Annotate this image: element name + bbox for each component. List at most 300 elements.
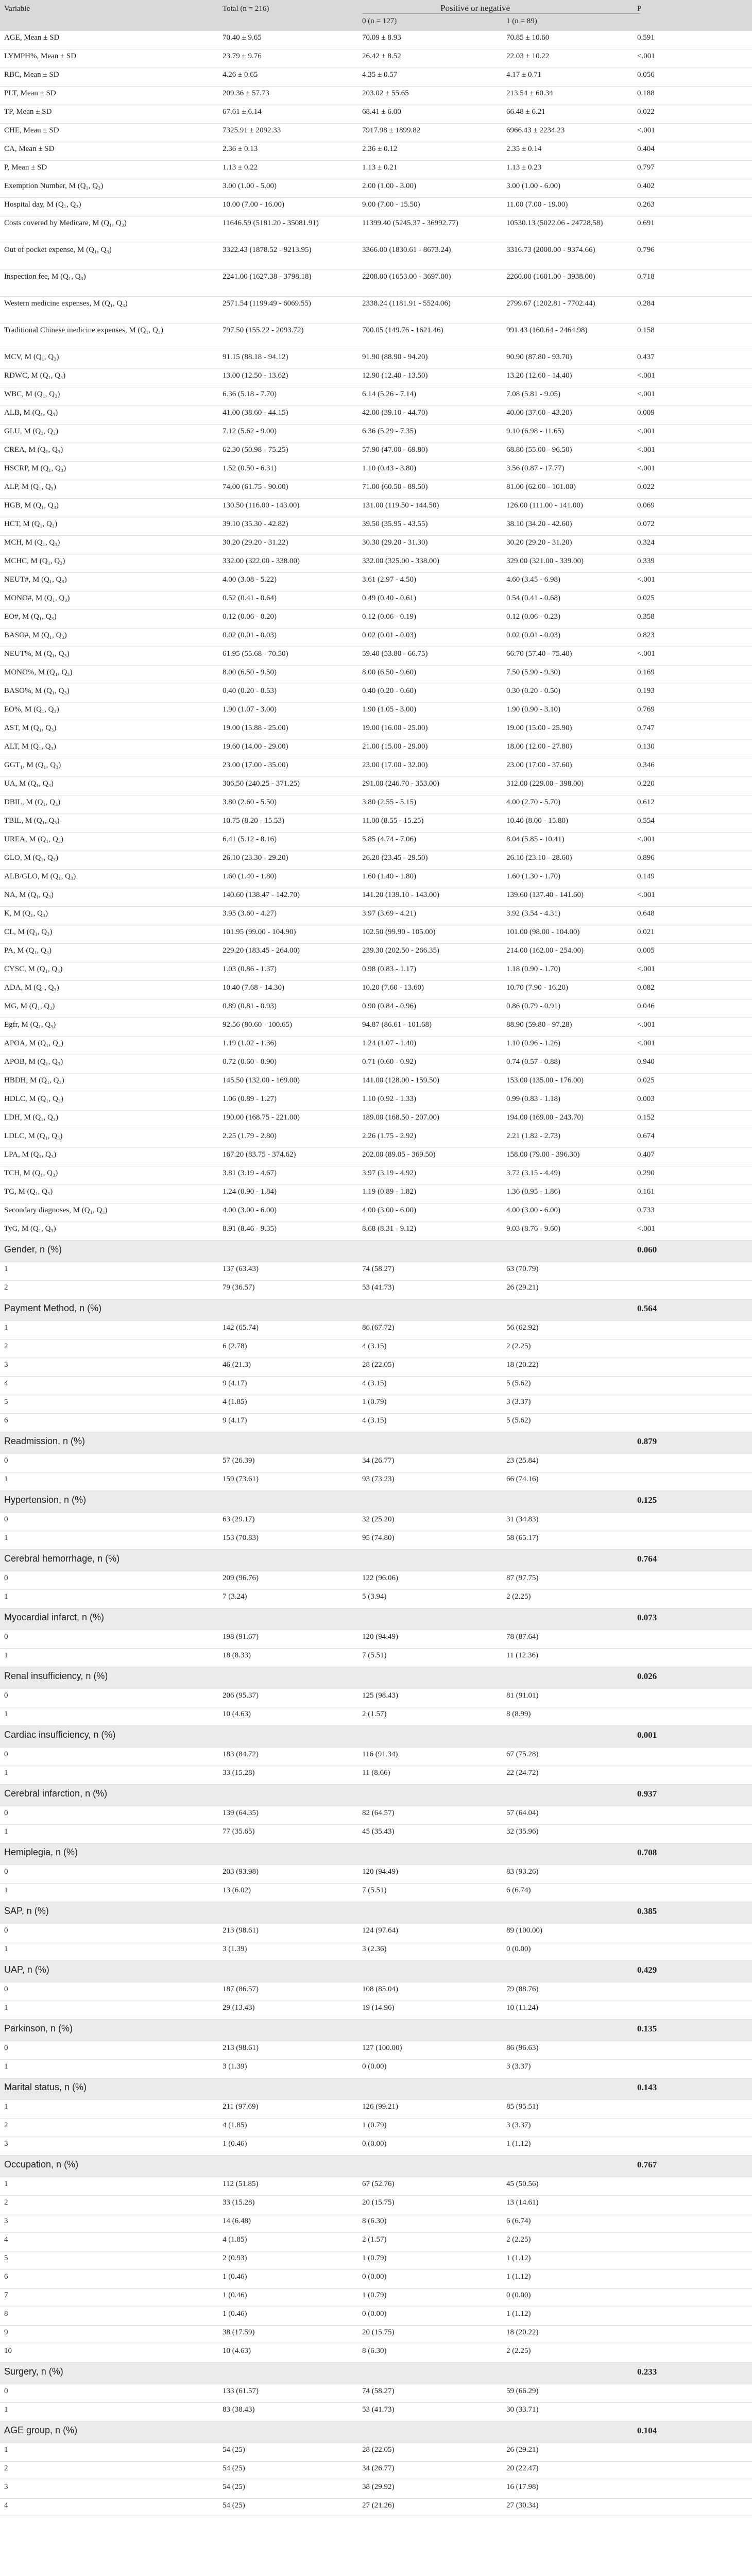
cell-negative: 1 (0.79) (362, 2254, 387, 2262)
cell-negative: 9.00 (7.00 - 15.50) (362, 200, 420, 209)
cell-total: 2.36 ± 0.13 (223, 145, 258, 153)
cell-total: 54 (25) (223, 2501, 245, 2510)
cell-total: 112 (51.85) (223, 2180, 259, 2188)
table-row (0, 1281, 752, 1299)
cell-variable: APOB, M (Q₁, Q₃) (4, 1058, 63, 1066)
table-row (0, 1590, 752, 1608)
table-row (0, 962, 752, 981)
cell-positive: 27 (30.34) (506, 2501, 539, 2510)
cell-positive: 70.85 ± 10.60 (506, 33, 550, 42)
cell-p: 0.009 (637, 409, 655, 417)
cell-variable: 2 (4, 2464, 8, 2472)
table-row (0, 2344, 752, 2363)
cell-total (223, 1608, 356, 1611)
cell-p (637, 1321, 748, 1323)
cell-negative: 0.49 (0.40 - 0.61) (362, 594, 416, 602)
cell-positive: 8.04 (5.85 - 10.41) (506, 835, 565, 843)
cell-variable: EO%, M (Q₁, Q₃) (4, 705, 59, 714)
cell-p (637, 1630, 748, 1632)
cell-positive: 8 (8.99) (506, 1710, 531, 1718)
cell-p (637, 1982, 748, 1985)
cell-variable: 1 (4, 1265, 8, 1273)
cell-variable: ALP, M (Q₁, Q₃) (4, 483, 56, 491)
cell-negative: 32 (25.20) (362, 1515, 395, 1523)
cell-negative: 11 (8.66) (362, 1769, 390, 1777)
cell-p: 0.896 (637, 854, 655, 862)
cell-positive: 7.08 (5.81 - 9.05) (506, 390, 560, 398)
group-header-row (0, 1843, 752, 1865)
table-row (0, 814, 752, 833)
cell-variable: AGE, Mean ± SD (4, 33, 60, 42)
cell-variable: UAP, n (%) (4, 1964, 49, 1975)
group-header-row (0, 1299, 752, 1321)
table-row (0, 1454, 752, 1472)
cell-total: 70.40 ± 9.65 (223, 33, 262, 42)
cell-positive: 0 (0.00) (506, 1945, 531, 1953)
cell-negative (362, 1432, 501, 1434)
cell-variable: 3 (4, 2217, 8, 2225)
cell-negative: 0.90 (0.84 - 0.96) (362, 1002, 416, 1010)
cell-total (223, 1299, 356, 1301)
cell-p (637, 2480, 748, 2482)
cell-variable: Exemption Number, M (Q₁, Q₃) (4, 182, 104, 190)
cell-positive: 4.00 (2.70 - 5.70) (506, 798, 560, 806)
table-row (0, 1111, 752, 1129)
cell-negative: 1.13 ± 0.21 (362, 163, 398, 172)
cell-variable: HCT, M (Q₁, Q₃) (4, 520, 58, 528)
cell-variable: 1 (4, 1886, 8, 1894)
cell-p: <.001 (637, 371, 655, 380)
cell-positive: 11.00 (7.00 - 19.00) (506, 200, 568, 209)
table-row (0, 142, 752, 161)
cell-positive (506, 2078, 635, 2080)
header-p: P (637, 5, 642, 13)
cell-total: 10.40 (7.68 - 14.30) (223, 984, 284, 992)
cell-negative: 4 (3.15) (362, 1342, 387, 1350)
cell-negative (362, 1961, 501, 1963)
cell-positive: 26 (29.21) (506, 1283, 539, 1292)
cell-positive: 1 (1.12) (506, 2310, 531, 2318)
cell-variable: PA, M (Q₁, Q₃) (4, 946, 52, 955)
cell-total: 3322.43 (1878.52 - 9213.95) (223, 246, 312, 254)
cell-total: 7325.91 ± 2092.33 (223, 126, 281, 134)
cell-positive: 10530.13 (5022.06 - 24728.58) (506, 219, 603, 227)
table-row (0, 243, 752, 270)
cell-positive: 86 (96.63) (506, 2044, 539, 2052)
cell-negative: 3.97 (3.69 - 4.21) (362, 909, 416, 918)
table-row (0, 1222, 752, 1241)
table-row (0, 907, 752, 925)
cell-negative: 30.30 (29.20 - 31.30) (362, 538, 428, 547)
cell-p: 0.797 (637, 163, 655, 172)
table-row (0, 179, 752, 198)
cell-variable: 2 (4, 2121, 8, 2129)
cell-total: 92.56 (80.60 - 100.65) (223, 1021, 292, 1029)
cell-positive: 78 (87.64) (506, 1633, 539, 1641)
cell-p: 0.025 (637, 594, 655, 602)
cell-negative: 0.02 (0.01 - 0.03) (362, 631, 416, 639)
cell-negative: 20 (15.75) (362, 2198, 395, 2207)
cell-positive: 0.99 (0.83 - 1.18) (506, 1095, 560, 1103)
cell-negative: 0 (0.00) (362, 2310, 387, 2318)
cell-variable: MCV, M (Q₁, Q₃) (4, 353, 59, 361)
cell-negative: 2 (1.57) (362, 1710, 387, 1718)
cell-positive: 30.20 (29.20 - 31.20) (506, 538, 572, 547)
cell-variable: 1 (4, 2446, 8, 2454)
cell-p (637, 2384, 748, 2386)
cell-p: <.001 (637, 427, 655, 435)
cell-positive: 1.13 ± 0.23 (506, 163, 542, 172)
cell-total: 1.24 (0.90 - 1.84) (223, 1188, 277, 1196)
cell-variable: SAP, n (%) (4, 1906, 49, 1916)
cell-p (637, 2403, 748, 2405)
cell-total: 3.95 (3.60 - 4.27) (223, 909, 277, 918)
cell-variable: 4 (4, 1379, 8, 1387)
cell-p (637, 2443, 748, 2445)
table-row (0, 1340, 752, 1358)
header-group-title: Positive or negative (440, 3, 510, 13)
cell-positive: 5 (5.62) (506, 1416, 531, 1425)
cell-p (637, 1707, 748, 1709)
table-row (0, 1395, 752, 1414)
cell-variable: HGB, M (Q₁, Q₃) (4, 501, 59, 510)
group-header-row (0, 1241, 752, 1262)
table-row (0, 270, 752, 297)
table-row (0, 740, 752, 758)
cell-total: 18 (8.33) (223, 1651, 251, 1659)
cell-positive: 88.90 (59.80 - 97.28) (506, 1021, 572, 1029)
table-row (0, 350, 752, 369)
cell-p (637, 1395, 748, 1397)
cell-negative: 95 (74.80) (362, 1534, 395, 1542)
cell-p: <.001 (637, 52, 655, 60)
cell-variable: WBC, M (Q₁, Q₃) (4, 390, 60, 398)
cell-total (223, 2078, 356, 2080)
cell-positive: 1.90 (0.90 - 3.10) (506, 705, 560, 714)
cell-negative: 141.20 (139.10 - 143.00) (362, 891, 439, 899)
table-row (0, 1982, 752, 2001)
cell-total: 133 (61.57) (223, 2387, 259, 2395)
cell-negative: 5 (3.94) (362, 1592, 387, 1601)
cell-positive: 6 (6.74) (506, 1886, 531, 1894)
cell-total: 9 (4.17) (223, 1416, 247, 1425)
group-header-row (0, 1550, 752, 1571)
cell-p: 0.764 (637, 1554, 657, 1564)
cell-p: 0.158 (637, 326, 655, 334)
cell-positive: 13.20 (12.60 - 14.40) (506, 371, 572, 380)
cell-total: 153 (70.83) (223, 1534, 259, 1542)
cell-negative: 39.50 (35.95 - 43.55) (362, 520, 428, 528)
table-row (0, 1513, 752, 1531)
cell-p (637, 1262, 748, 1264)
cell-variable: 0 (4, 1456, 8, 1465)
table-row (0, 573, 752, 591)
cell-total: 63 (29.17) (223, 1515, 255, 1523)
cell-positive (506, 2020, 635, 2022)
cell-variable: 4 (4, 2501, 8, 2510)
cell-p: 0.708 (637, 1848, 657, 1857)
cell-positive: 22.03 ± 10.22 (506, 52, 550, 60)
table-row (0, 2041, 752, 2060)
cell-variable: 2 (4, 1342, 8, 1350)
header-negative: 0 (n = 127) (362, 17, 397, 25)
table-row (0, 2214, 752, 2233)
cell-total (223, 2020, 356, 2022)
cell-positive: 9.03 (8.76 - 9.60) (506, 1225, 560, 1233)
cell-variable: 1 (4, 1827, 8, 1836)
cell-variable: MONO#, M (Q₁, Q₃) (4, 594, 70, 602)
cell-p (637, 2060, 748, 2062)
table-row (0, 666, 752, 684)
cell-negative (362, 1726, 501, 1728)
cell-positive: 10.70 (7.90 - 16.20) (506, 984, 568, 992)
table-row (0, 1262, 752, 1281)
cell-negative: 116 (91.34) (362, 1750, 398, 1758)
cell-variable: LPA, M (Q₁, Q₃) (4, 1150, 57, 1159)
cell-positive: 66.48 ± 6.21 (506, 108, 545, 116)
cell-p (637, 1571, 748, 1573)
cell-positive: 1 (1.12) (506, 2140, 531, 2148)
table-row (0, 2307, 752, 2326)
cell-variable: 0 (4, 1750, 8, 1758)
cell-p: 0.022 (637, 108, 655, 116)
table-row (0, 1185, 752, 1204)
cell-p: 0.149 (637, 872, 655, 880)
cell-p: 0.554 (637, 817, 655, 825)
cell-p (637, 2177, 748, 2179)
table-row (0, 105, 752, 124)
cell-total: 62.30 (50.98 - 75.25) (223, 446, 288, 454)
cell-p: 0.564 (637, 1303, 657, 1313)
cell-negative: 8.68 (8.31 - 9.12) (362, 1225, 416, 1233)
cell-p: 0.073 (637, 1613, 657, 1622)
table-row (0, 1630, 752, 1649)
cell-p: 0.233 (637, 2367, 657, 2377)
cell-negative: 700.05 (149.76 - 1621.46) (362, 326, 443, 334)
cell-negative: 2208.00 (1653.00 - 3697.00) (362, 273, 451, 281)
cell-positive: 79 (88.76) (506, 1985, 539, 1993)
cell-positive: 58 (65.17) (506, 1534, 539, 1542)
table-row (0, 1037, 752, 1055)
table-row (0, 536, 752, 554)
table-row (0, 2384, 752, 2403)
table-row (0, 1806, 752, 1825)
group-header-row (0, 1726, 752, 1748)
cell-total: 4 (1.85) (223, 2121, 247, 2129)
cell-p (637, 2119, 748, 2121)
cell-negative (362, 1667, 501, 1669)
cell-negative: 8.00 (6.50 - 9.60) (362, 668, 416, 676)
group-header-row (0, 2156, 752, 2177)
cell-negative: 4 (3.15) (362, 1416, 387, 1425)
cell-negative: 2.00 (1.00 - 3.00) (362, 182, 416, 190)
cell-p (637, 1689, 748, 1691)
cell-total: 3 (1.39) (223, 1945, 247, 1953)
cell-negative: 202.00 (89.05 - 369.50) (362, 1150, 436, 1159)
cell-negative: 2.26 (1.75 - 2.92) (362, 1132, 416, 1140)
cell-positive: 18 (20.22) (506, 1361, 539, 1369)
cell-total: 0.02 (0.01 - 0.03) (223, 631, 277, 639)
cell-p: 0.263 (637, 200, 655, 209)
cell-variable: 1 (4, 1324, 8, 1332)
cell-positive: 22 (24.72) (506, 1769, 539, 1777)
cell-negative: 19 (14.96) (362, 2004, 395, 2012)
cell-variable: K, M (Q₁, Q₃) (4, 909, 48, 918)
cell-total: 1.13 ± 0.22 (223, 163, 258, 172)
cell-negative: 7 (5.51) (362, 1886, 387, 1894)
cell-variable: Cerebral hemorrhage, n (%) (4, 1553, 120, 1564)
cell-variable: DBIL, M (Q₁, Q₃) (4, 798, 61, 806)
cell-p: 0.021 (637, 928, 655, 936)
cell-positive: 3 (3.37) (506, 2062, 531, 2071)
cell-variable: 0 (4, 1926, 8, 1935)
table-row (0, 1571, 752, 1590)
table-row (0, 1649, 752, 1667)
cell-total: 2.25 (1.79 - 2.80) (223, 1132, 277, 1140)
cell-negative: 86 (67.72) (362, 1324, 395, 1332)
cell-variable: Parkinson, n (%) (4, 2023, 73, 2033)
cell-p: 0.437 (637, 353, 655, 361)
cell-total: 187 (86.57) (223, 1985, 259, 1993)
header-divider (362, 13, 640, 14)
cell-negative: 120 (94.49) (362, 1868, 398, 1876)
cell-p: 0.104 (637, 2426, 657, 2435)
cell-negative: 91.90 (88.90 - 94.20) (362, 353, 428, 361)
cell-p: 0.003 (637, 1095, 655, 1103)
table-row (0, 703, 752, 721)
cell-total: 4.00 (3.00 - 6.00) (223, 1206, 277, 1214)
cell-positive (506, 1961, 635, 1963)
cell-negative: 23.00 (17.00 - 32.00) (362, 761, 428, 769)
cell-variable: CREA, M (Q₁, Q₃) (4, 446, 63, 454)
cell-negative: 45 (35.43) (362, 1827, 395, 1836)
table-row (0, 2443, 752, 2462)
cell-positive: 20 (22.47) (506, 2464, 539, 2472)
cell-negative: 203.02 ± 55.65 (362, 89, 409, 97)
cell-negative: 70.09 ± 8.93 (362, 33, 401, 42)
cell-total (223, 1667, 356, 1669)
table-row (0, 758, 752, 777)
cell-total: 159 (73.61) (223, 1475, 259, 1483)
cell-p: 0.324 (637, 538, 655, 547)
cell-positive: 31 (34.83) (506, 1515, 539, 1523)
cell-positive: 5 (5.62) (506, 1379, 531, 1387)
cell-positive: 0.74 (0.57 - 0.88) (506, 1058, 560, 1066)
cell-variable: 0 (4, 1691, 8, 1700)
cell-variable: 0 (4, 2044, 8, 2052)
cell-positive: 4.60 (3.45 - 6.98) (506, 575, 560, 584)
cell-p: 0.169 (637, 668, 655, 676)
cell-total: 57 (26.39) (223, 1456, 255, 1465)
cell-variable: 1 (4, 2405, 8, 2414)
cell-total: 46 (21.3) (223, 1361, 251, 1369)
table-row (0, 1358, 752, 1377)
table-row (0, 1204, 752, 1222)
cell-negative: 0 (0.00) (362, 2062, 387, 2071)
table-row (0, 425, 752, 443)
cell-total (223, 1550, 356, 1552)
cell-variable: 3 (4, 2140, 8, 2148)
cell-negative: 1.10 (0.92 - 1.33) (362, 1095, 416, 1103)
table-row (0, 2177, 752, 2196)
cell-variable: 2 (4, 2198, 8, 2207)
cell-total: 33 (15.28) (223, 2198, 255, 2207)
cell-total (223, 1432, 356, 1434)
cell-negative (362, 2078, 501, 2080)
cell-p (637, 2270, 748, 2272)
table-row (0, 297, 752, 324)
cell-positive: 10 (11.24) (506, 2004, 538, 2012)
table-row (0, 1531, 752, 1550)
cell-p: 0.767 (637, 2160, 657, 2170)
cell-p: 0.718 (637, 273, 655, 281)
cell-negative (362, 1241, 501, 1243)
table-row (0, 1707, 752, 1726)
cell-variable: Inspection fee, M (Q₁, Q₃) (4, 273, 86, 281)
cell-p (637, 1748, 748, 1750)
cell-total: 1.06 (0.89 - 1.27) (223, 1095, 277, 1103)
cell-variable: MG, M (Q₁, Q₃) (4, 1002, 55, 1010)
cell-negative: 102.50 (99.90 - 105.00) (362, 928, 436, 936)
table-row (0, 981, 752, 999)
table-row (0, 1825, 752, 1843)
cell-positive: 2 (2.25) (506, 1342, 531, 1350)
group-header-row (0, 1961, 752, 1982)
cell-p (637, 2041, 748, 2043)
cell-total: 41.00 (38.60 - 44.15) (223, 409, 288, 417)
cell-positive: 0.86 (0.79 - 0.91) (506, 1002, 560, 1010)
cell-positive (506, 1241, 635, 1243)
cell-positive: 23 (25.84) (506, 1456, 539, 1465)
cell-p: 0.796 (637, 246, 655, 254)
cell-variable: TG, M (Q₁, Q₃) (4, 1188, 53, 1196)
cell-negative: 53 (41.73) (362, 1283, 395, 1292)
cell-positive (506, 1785, 635, 1787)
cell-variable: TCH, M (Q₁, Q₃) (4, 1169, 58, 1177)
table-row (0, 68, 752, 87)
cell-variable: AST, M (Q₁, Q₃) (4, 724, 57, 732)
cell-p: 0.130 (637, 742, 655, 751)
cell-total: 0.72 (0.60 - 0.90) (223, 1058, 277, 1066)
cell-negative: 34 (26.77) (362, 1456, 395, 1465)
cell-variable: Hospital day, M (Q₁, Q₃) (4, 200, 81, 209)
cell-total: 6 (2.78) (223, 1342, 247, 1350)
cell-negative: 3.97 (3.19 - 4.92) (362, 1169, 416, 1177)
cell-total (223, 1785, 356, 1787)
cell-negative: 94.87 (86.61 - 101.68) (362, 1021, 432, 1029)
cell-variable: ADA, M (Q₁, Q₃) (4, 984, 59, 992)
cell-total: 209 (96.76) (223, 1574, 259, 1582)
cell-negative: 8 (6.30) (362, 2217, 387, 2225)
cell-p (637, 1472, 748, 1475)
cell-total: 0.52 (0.41 - 0.64) (223, 594, 277, 602)
cell-variable: 8 (4, 2310, 8, 2318)
cell-positive (506, 1902, 635, 1904)
table-row (0, 462, 752, 480)
cell-total: 1 (0.46) (223, 2273, 247, 2281)
cell-positive: 153.00 (135.00 - 176.00) (506, 1076, 584, 1084)
cell-negative: 6.36 (5.29 - 7.35) (362, 427, 416, 435)
cell-positive: 18.00 (12.00 - 27.80) (506, 742, 572, 751)
group-header-row (0, 1491, 752, 1513)
cell-total: 6.41 (5.12 - 8.16) (223, 835, 277, 843)
cell-variable: TyG, M (Q₁, Q₃) (4, 1225, 56, 1233)
cell-total: 101.95 (99.00 - 104.90) (223, 928, 296, 936)
table-row (0, 1092, 752, 1111)
cell-total: 797.50 (155.22 - 2093.72) (223, 326, 304, 334)
cell-total: 11646.59 (5181.20 - 35081.91) (223, 219, 319, 227)
cell-negative: 3 (2.36) (362, 1945, 387, 1953)
